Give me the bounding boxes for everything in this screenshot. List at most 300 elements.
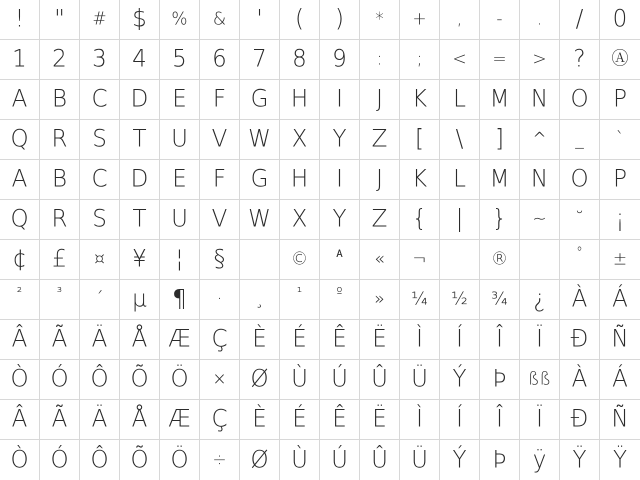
glyph-cell[interactable]: [240, 120, 280, 160]
glyph-cell[interactable]: [40, 80, 80, 120]
glyph-character: |: [455, 205, 464, 233]
glyph-cell[interactable]: [400, 440, 440, 480]
glyph-cell[interactable]: [80, 240, 120, 280]
glyph-cell[interactable]: [520, 360, 560, 400]
glyph-cell[interactable]: [40, 160, 80, 200]
glyph-cell[interactable]: [600, 160, 640, 200]
glyph-cell[interactable]: [440, 400, 480, 440]
glyph-cell[interactable]: [280, 400, 320, 440]
glyph-character: ³: [56, 285, 63, 302]
glyph-cell[interactable]: [40, 40, 80, 80]
glyph-character: Ì: [416, 405, 423, 433]
glyph-cell[interactable]: [320, 0, 360, 40]
glyph-character: Ô: [90, 365, 109, 393]
glyph-cell[interactable]: [480, 360, 520, 400]
glyph-cell[interactable]: [160, 120, 200, 160]
glyph-cell[interactable]: [200, 240, 240, 280]
glyph-character: Ã: [51, 405, 68, 433]
glyph-character: Ä: [91, 325, 108, 353]
glyph-cell[interactable]: [160, 160, 200, 200]
glyph-character: Ñ: [611, 405, 629, 433]
glyph-character: ÿ: [532, 445, 547, 474]
glyph-character: Æ: [168, 405, 191, 433]
glyph-character: Å: [131, 325, 148, 353]
glyph-character: ±: [612, 248, 628, 270]
glyph-character: T: [132, 125, 147, 153]
glyph-character: Î: [496, 325, 503, 353]
glyph-cell[interactable]: [440, 80, 480, 120]
glyph-cell[interactable]: [360, 280, 400, 320]
glyph-cell[interactable]: [160, 0, 200, 40]
glyph-cell[interactable]: [40, 320, 80, 360]
glyph-character: B: [51, 85, 68, 113]
glyph-character: S: [92, 205, 107, 233]
glyph-cell[interactable]: [600, 400, 640, 440]
glyph-cell[interactable]: [160, 400, 200, 440]
glyph-cell[interactable]: [0, 120, 40, 160]
glyph-character: =: [492, 48, 507, 70]
glyph-character: £: [52, 245, 67, 273]
glyph-character: ¤: [94, 248, 105, 270]
glyph-cell[interactable]: [80, 400, 120, 440]
glyph-cell[interactable]: [280, 0, 320, 40]
glyph-character: F: [212, 165, 227, 193]
glyph-cell[interactable]: [440, 200, 480, 240]
glyph-cell[interactable]: [280, 360, 320, 400]
glyph-character: !: [14, 5, 25, 33]
glyph-cell[interactable]: [440, 0, 480, 40]
glyph-cell[interactable]: [80, 160, 120, 200]
glyph-cell[interactable]: [160, 40, 200, 80]
glyph-character: V: [211, 125, 228, 153]
glyph-character: ¢: [12, 245, 27, 273]
glyph-cell[interactable]: [240, 40, 280, 80]
glyph-character: Ò: [10, 365, 29, 393]
glyph-cell[interactable]: [120, 240, 160, 280]
glyph-character: `: [615, 128, 625, 150]
glyph-cell[interactable]: [360, 200, 400, 240]
glyph-cell[interactable]: [400, 240, 440, 280]
glyph-cell[interactable]: [320, 360, 360, 400]
glyph-cell[interactable]: [120, 160, 160, 200]
glyph-cell[interactable]: [600, 80, 640, 120]
glyph-cell[interactable]: [400, 120, 440, 160]
glyph-character: W: [248, 125, 271, 153]
glyph-cell[interactable]: [440, 320, 480, 360]
glyph-cell[interactable]: [480, 440, 520, 480]
glyph-character: Ê: [332, 325, 347, 353]
glyph-character: Ê: [332, 405, 347, 433]
glyph-cell[interactable]: [520, 320, 560, 360]
glyph-cell[interactable]: [240, 160, 280, 200]
glyph-cell[interactable]: [400, 40, 440, 80]
glyph-cell[interactable]: [560, 200, 600, 240]
glyph-cell[interactable]: [160, 360, 200, 400]
glyph-cell[interactable]: [120, 40, 160, 80]
glyph-character: 7: [252, 45, 267, 73]
glyph-character: J: [376, 165, 383, 193]
glyph-cell[interactable]: [0, 40, 40, 80]
glyph-cell[interactable]: [280, 120, 320, 160]
glyph-cell[interactable]: [120, 440, 160, 480]
glyph-character: A: [11, 165, 28, 193]
glyph-cell[interactable]: [560, 40, 600, 80]
glyph-cell[interactable]: [240, 440, 280, 480]
glyph-character: ×: [212, 368, 227, 390]
glyph-cell[interactable]: [240, 320, 280, 360]
glyph-cell[interactable]: [80, 440, 120, 480]
glyph-cell[interactable]: [520, 280, 560, 320]
glyph-cell[interactable]: [240, 400, 280, 440]
glyph-character: É: [292, 325, 307, 353]
glyph-cell[interactable]: [560, 160, 600, 200]
glyph-cell[interactable]: [40, 120, 80, 160]
glyph-character: D: [130, 165, 149, 193]
glyph-cell[interactable]: [40, 400, 80, 440]
glyph-cell[interactable]: [400, 360, 440, 400]
glyph-cell[interactable]: [400, 0, 440, 40]
glyph-cell[interactable]: [520, 440, 560, 480]
glyph-cell[interactable]: [480, 80, 520, 120]
glyph-cell[interactable]: [360, 40, 400, 80]
glyph-character: Ó: [50, 445, 69, 474]
glyph-cell[interactable]: [480, 240, 520, 280]
glyph-character: ¿: [533, 285, 546, 313]
glyph-character: (: [295, 5, 304, 33]
glyph-cell[interactable]: [600, 280, 640, 320]
glyph-cell[interactable]: [40, 280, 80, 320]
glyph-character: {: [412, 205, 427, 233]
glyph-character: W: [248, 205, 271, 233]
glyph-cell[interactable]: [440, 440, 480, 480]
glyph-cell[interactable]: [520, 400, 560, 440]
glyph-cell[interactable]: [80, 280, 120, 320]
glyph-character: [: [415, 125, 424, 153]
glyph-character: L: [453, 165, 466, 193]
glyph-cell[interactable]: [320, 440, 360, 480]
glyph-cell[interactable]: [280, 160, 320, 200]
glyph-cell[interactable]: [280, 440, 320, 480]
glyph-cell[interactable]: [360, 360, 400, 400]
glyph-character: *: [375, 8, 384, 30]
glyph-cell[interactable]: [200, 440, 240, 480]
glyph-cell[interactable]: [480, 200, 520, 240]
glyph-cell[interactable]: [240, 280, 280, 320]
glyph-character: Q: [10, 125, 29, 153]
glyph-cell[interactable]: [200, 120, 240, 160]
glyph-cell[interactable]: [480, 120, 520, 160]
glyph-cell[interactable]: [560, 440, 600, 480]
glyph-cell[interactable]: [240, 360, 280, 400]
glyph-character: ᴀ: [336, 245, 343, 262]
glyph-cell[interactable]: [360, 240, 400, 280]
glyph-character: 4: [132, 45, 147, 73]
glyph-cell[interactable]: [600, 200, 640, 240]
glyph-cell[interactable]: [480, 320, 520, 360]
glyph-character: 9: [332, 45, 347, 73]
glyph-cell[interactable]: [200, 80, 240, 120]
glyph-character: R: [51, 125, 68, 153]
glyph-cell[interactable]: [0, 400, 40, 440]
glyph-cell[interactable]: [0, 320, 40, 360]
glyph-cell[interactable]: [600, 240, 640, 280]
glyph-cell[interactable]: [320, 40, 360, 80]
glyph-character: Ü: [411, 445, 428, 474]
glyph-cell[interactable]: [320, 400, 360, 440]
glyph-character: C: [91, 85, 108, 113]
glyph-cell[interactable]: [560, 400, 600, 440]
glyph-character: »: [374, 288, 385, 310]
glyph-cell[interactable]: [280, 200, 320, 240]
glyph-cell[interactable]: [320, 280, 360, 320]
glyph-character: G: [250, 85, 269, 113]
glyph-character: ®: [491, 248, 508, 270]
glyph-cell[interactable]: [560, 240, 600, 280]
glyph-cell[interactable]: [0, 440, 40, 480]
glyph-cell[interactable]: [520, 200, 560, 240]
glyph-cell[interactable]: [360, 440, 400, 480]
glyph-character: C: [91, 165, 108, 193]
glyph-cell[interactable]: [240, 200, 280, 240]
glyph-cell[interactable]: [520, 0, 560, 40]
glyph-character: Ç: [211, 325, 228, 353]
glyph-cell[interactable]: [80, 200, 120, 240]
glyph-character: È: [252, 405, 267, 433]
glyph-character: I: [336, 165, 343, 193]
glyph-cell[interactable]: [440, 240, 480, 280]
glyph-character: 8: [292, 45, 307, 73]
glyph-cell[interactable]: [480, 280, 520, 320]
glyph-character: ,: [456, 8, 463, 30]
glyph-character: N: [530, 165, 549, 193]
glyph-cell[interactable]: [560, 0, 600, 40]
glyph-cell[interactable]: [120, 120, 160, 160]
glyph-cell[interactable]: [600, 360, 640, 400]
glyph-cell[interactable]: [480, 400, 520, 440]
glyph-character: [456, 250, 462, 268]
glyph-cell[interactable]: [160, 200, 200, 240]
glyph-character: T: [132, 205, 147, 233]
glyph-cell[interactable]: [280, 320, 320, 360]
glyph-cell[interactable]: [440, 360, 480, 400]
glyph-cell[interactable]: [200, 280, 240, 320]
glyph-character: Á: [612, 285, 628, 313]
glyph-cell[interactable]: [400, 320, 440, 360]
glyph-character: >: [532, 48, 547, 70]
glyph-character: Ç: [211, 405, 228, 433]
glyph-cell[interactable]: [440, 280, 480, 320]
glyph-character: Û: [371, 365, 388, 393]
glyph-character: Ý: [452, 445, 467, 474]
glyph-cell[interactable]: [0, 0, 40, 40]
glyph-cell[interactable]: [280, 80, 320, 120]
glyph-cell[interactable]: [360, 400, 400, 440]
glyph-cell[interactable]: [360, 160, 400, 200]
glyph-cell[interactable]: [320, 160, 360, 200]
glyph-cell[interactable]: [440, 40, 480, 80]
glyph-cell[interactable]: [560, 120, 600, 160]
glyph-character: ¡: [615, 205, 625, 233]
glyph-cell[interactable]: [560, 280, 600, 320]
glyph-character: P: [613, 85, 627, 113]
glyph-cell[interactable]: [320, 120, 360, 160]
glyph-character: Ý: [452, 365, 467, 393]
glyph-cell[interactable]: [40, 440, 80, 480]
glyph-cell[interactable]: [160, 320, 200, 360]
glyph-cell[interactable]: [80, 80, 120, 120]
glyph-cell[interactable]: [360, 320, 400, 360]
glyph-character: ·: [216, 288, 223, 310]
glyph-cell[interactable]: [600, 320, 640, 360]
glyph-character: Õ: [130, 445, 149, 474]
glyph-character: Ö: [170, 365, 189, 393]
glyph-cell[interactable]: [0, 240, 40, 280]
glyph-cell[interactable]: [200, 200, 240, 240]
glyph-cell[interactable]: [480, 40, 520, 80]
glyph-cell[interactable]: [520, 40, 560, 80]
glyph-cell[interactable]: [120, 80, 160, 120]
glyph-character: ¥: [132, 245, 147, 273]
glyph-cell[interactable]: [320, 80, 360, 120]
glyph-character: É: [292, 405, 307, 433]
glyph-character: E: [172, 85, 187, 113]
glyph-character: Ò: [10, 445, 29, 474]
glyph-cell[interactable]: [360, 120, 400, 160]
glyph-character: ßß: [528, 368, 551, 390]
glyph-character: Y: [332, 125, 347, 153]
glyph-cell[interactable]: [440, 120, 480, 160]
glyph-cell[interactable]: [240, 240, 280, 280]
glyph-cell[interactable]: [400, 280, 440, 320]
glyph-character: ÷: [212, 448, 227, 471]
glyph-character: <: [452, 48, 467, 70]
glyph-cell[interactable]: [200, 360, 240, 400]
glyph-character: Ⓐ: [611, 48, 629, 70]
glyph-cell[interactable]: [280, 240, 320, 280]
glyph-character: E: [172, 165, 187, 193]
glyph-cell[interactable]: [0, 160, 40, 200]
glyph-character: ²: [16, 285, 23, 302]
glyph-character: À: [571, 285, 588, 313]
glyph-cell[interactable]: [200, 40, 240, 80]
glyph-character: Ó: [50, 365, 69, 393]
glyph-cell[interactable]: [600, 0, 640, 40]
glyph-cell[interactable]: [320, 200, 360, 240]
glyph-cell[interactable]: [0, 280, 40, 320]
glyph-character: È: [252, 325, 267, 353]
glyph-character: Ø: [250, 445, 269, 474]
glyph-cell[interactable]: [40, 360, 80, 400]
glyph-character: }: [492, 205, 507, 233]
glyph-cell[interactable]: [240, 0, 280, 40]
glyph-character: D: [130, 85, 149, 113]
glyph-character: Z: [371, 205, 388, 233]
glyph-character: #: [92, 8, 107, 30]
glyph-cell[interactable]: [120, 320, 160, 360]
glyph-cell[interactable]: [120, 360, 160, 400]
glyph-cell[interactable]: [400, 200, 440, 240]
glyph-cell[interactable]: [120, 280, 160, 320]
glyph-cell[interactable]: [400, 160, 440, 200]
glyph-character: 1: [12, 45, 27, 73]
glyph-cell[interactable]: [480, 160, 520, 200]
glyph-character: ½: [451, 288, 468, 310]
glyph-character: ¬: [412, 248, 427, 270]
glyph-character: G: [250, 165, 269, 193]
glyph-character: X: [291, 205, 308, 233]
glyph-cell[interactable]: [40, 240, 80, 280]
glyph-cell[interactable]: [120, 0, 160, 40]
glyph-cell[interactable]: [80, 120, 120, 160]
glyph-cell[interactable]: [240, 80, 280, 120]
glyph-cell[interactable]: [80, 0, 120, 40]
glyph-cell[interactable]: [40, 0, 80, 40]
glyph-cell[interactable]: [440, 160, 480, 200]
glyph-cell[interactable]: [200, 160, 240, 200]
glyph-cell[interactable]: [560, 80, 600, 120]
glyph-character: Ï: [536, 405, 543, 433]
glyph-character: .: [536, 8, 543, 30]
glyph-character: Ã: [51, 325, 68, 353]
glyph-cell[interactable]: [40, 200, 80, 240]
glyph-cell[interactable]: [160, 440, 200, 480]
glyph-cell[interactable]: [120, 200, 160, 240]
glyph-cell[interactable]: [160, 80, 200, 120]
glyph-cell[interactable]: [360, 0, 400, 40]
glyph-character: «: [374, 248, 385, 270]
glyph-cell[interactable]: [0, 200, 40, 240]
glyph-cell[interactable]: [0, 360, 40, 400]
glyph-character: A: [11, 85, 28, 113]
glyph-cell[interactable]: [360, 80, 400, 120]
glyph-cell[interactable]: [600, 120, 640, 160]
glyph-character: Ä: [91, 405, 108, 433]
glyph-character: Þ: [492, 445, 507, 474]
glyph-cell[interactable]: [480, 0, 520, 40]
glyph-cell[interactable]: [200, 0, 240, 40]
glyph-character: °: [576, 245, 583, 262]
glyph-cell[interactable]: [80, 360, 120, 400]
glyph-cell[interactable]: [400, 400, 440, 440]
glyph-cell[interactable]: [560, 320, 600, 360]
glyph-character: U: [171, 205, 188, 233]
glyph-cell[interactable]: [80, 40, 120, 80]
glyph-cell[interactable]: [520, 80, 560, 120]
glyph-character: ~: [532, 208, 547, 230]
glyph-cell[interactable]: [400, 80, 440, 120]
glyph-character: ": [54, 5, 65, 33]
glyph-cell[interactable]: [120, 400, 160, 440]
glyph-cell[interactable]: [200, 320, 240, 360]
glyph-cell[interactable]: [600, 40, 640, 80]
glyph-cell[interactable]: [280, 40, 320, 80]
glyph-cell[interactable]: [520, 160, 560, 200]
glyph-cell[interactable]: [200, 400, 240, 440]
glyph-cell[interactable]: [320, 240, 360, 280]
glyph-cell[interactable]: [160, 280, 200, 320]
glyph-cell[interactable]: [160, 240, 200, 280]
glyph-cell[interactable]: [280, 280, 320, 320]
glyph-character: Ø: [250, 365, 269, 393]
glyph-cell[interactable]: [0, 80, 40, 120]
glyph-cell[interactable]: [520, 120, 560, 160]
glyph-cell[interactable]: [320, 320, 360, 360]
glyph-cell[interactable]: [560, 360, 600, 400]
glyph-cell[interactable]: [80, 320, 120, 360]
glyph-cell[interactable]: [520, 240, 560, 280]
glyph-character: Ì: [416, 325, 423, 353]
glyph-cell[interactable]: [600, 440, 640, 480]
